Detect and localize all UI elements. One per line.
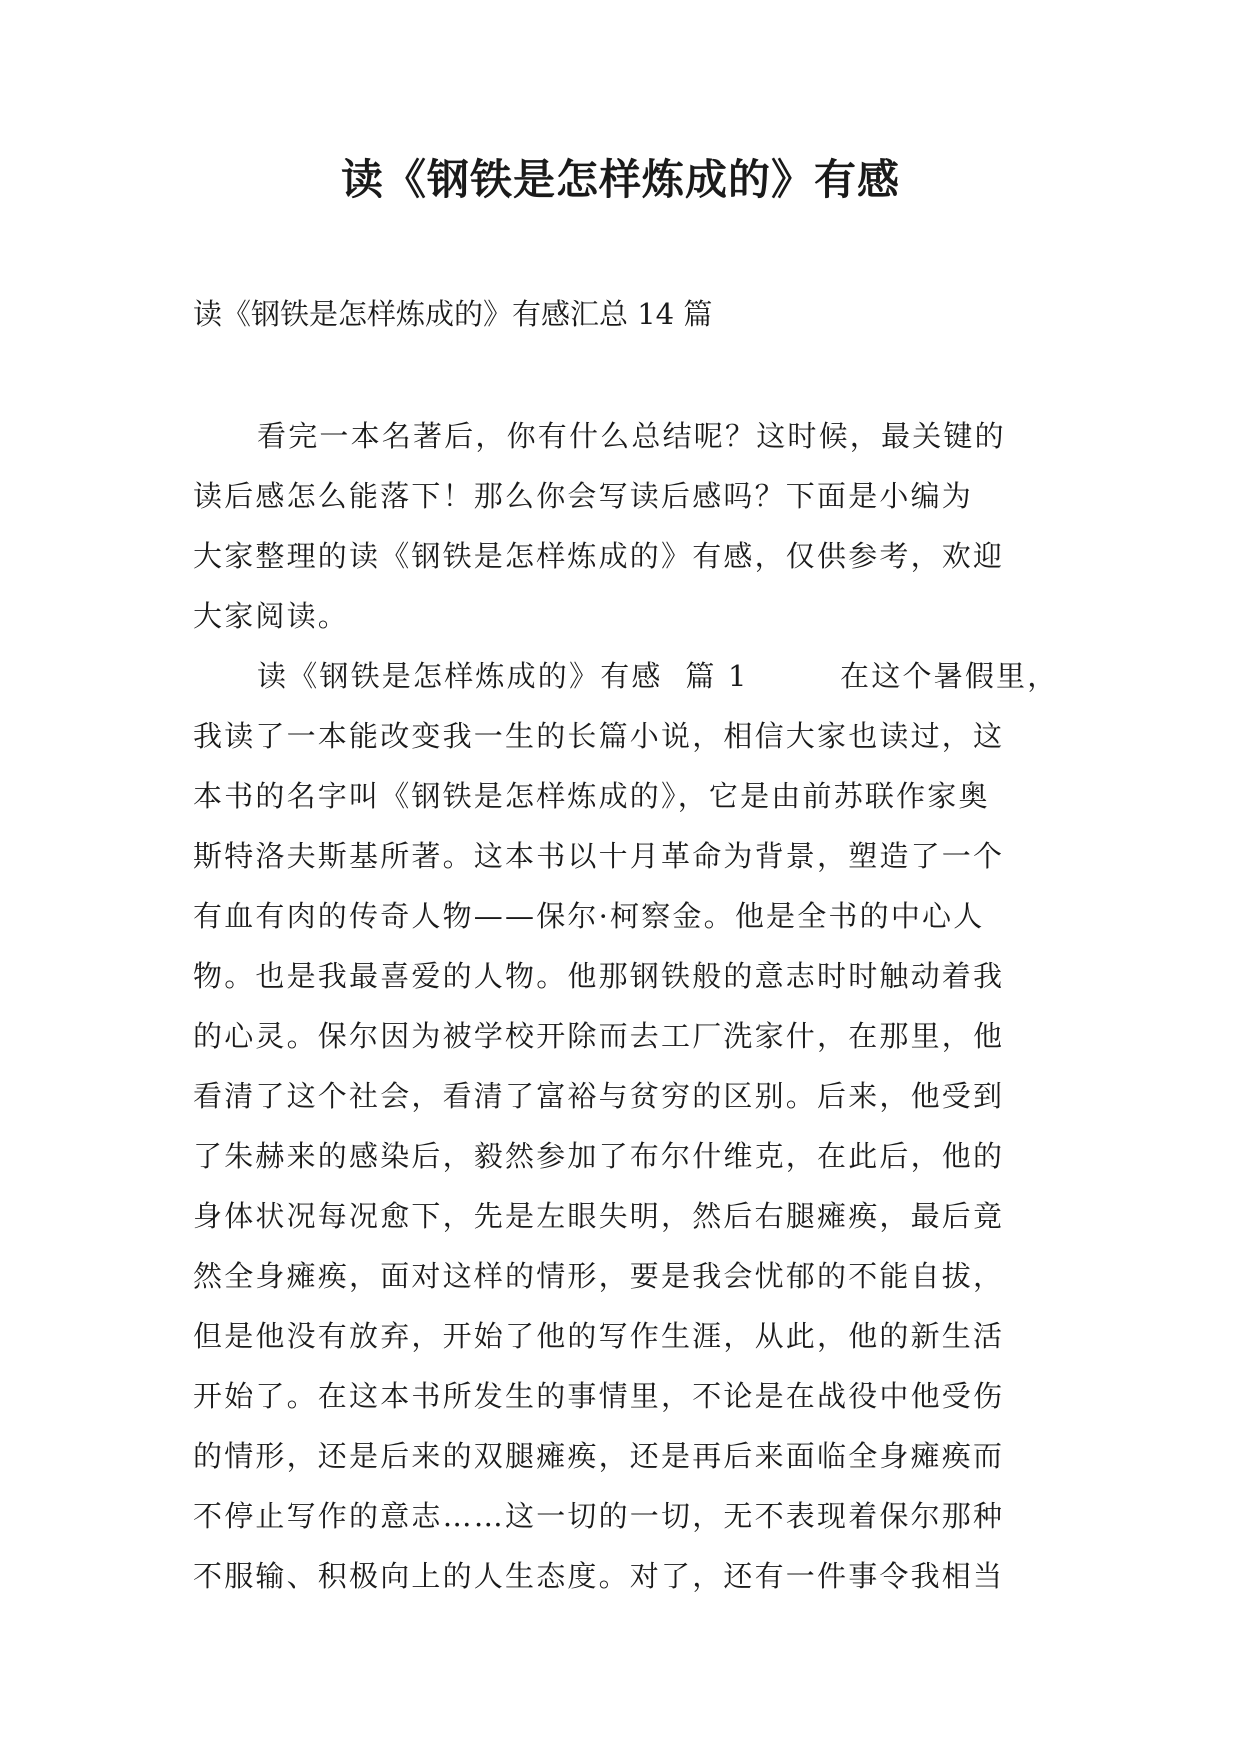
- body-line: 不服输、积极向上的人生态度。对了，还有一件事令我相当: [193, 1559, 1005, 1593]
- body-line: 我读了一本能改变我一生的长篇小说，相信大家也读过，这: [193, 719, 1005, 753]
- body-line: 本书的名字叫《钢铁是怎样炼成的》，它是由前苏联作家奥: [193, 779, 990, 813]
- body-line: 看完一本名著后，你有什么总结呢？这时候，最关键的: [257, 419, 1006, 453]
- body-line: 有血有肉的传奇人物——保尔·柯察金。他是全书的中心人: [193, 899, 985, 933]
- document-title: 读《钢铁是怎样炼成的》有感: [340, 155, 900, 204]
- body-line: 然全身瘫痪，面对这样的情形，要是我会忧郁的不能自拔，: [193, 1259, 1005, 1293]
- body-line: 了朱赫来的感染后，毅然参加了布尔什维克，在此后，他的: [193, 1139, 1005, 1173]
- body-line: 大家阅读。: [193, 599, 350, 633]
- body-line: 读后感怎么能落下！那么你会写读后感吗？下面是小编为: [193, 479, 974, 513]
- body-line: 物。也是我最喜爱的人物。他那钢铁般的意志时时触动着我: [193, 959, 1005, 993]
- body-line: 的心灵。保尔因为被学校开除而去工厂洗家什，在那里，他: [193, 1019, 1005, 1053]
- body-line: 但是他没有放弃，开始了他的写作生涯，从此，他的新生活: [193, 1319, 1005, 1353]
- body-line: 的情形，还是后来的双腿瘫痪，还是再后来面临全身瘫痪而: [193, 1439, 1005, 1473]
- body-line: 身体状况每况愈下，先是左眼失明，然后右腿瘫痪，最后竟: [193, 1199, 1005, 1233]
- body-line: 不停止写作的意志……这一切的一切，无不表现着保尔那种: [193, 1499, 1005, 1533]
- document-body: [193, 406, 1073, 1606]
- body-line: 大家整理的读《钢铁是怎样炼成的》有感，仅供参考，欢迎: [193, 539, 1005, 573]
- body-line: 读《钢铁是怎样炼成的》有感 篇 1 在这个暑假里，: [257, 659, 1059, 693]
- body-line: 看清了这个社会，看清了富裕与贫穷的区别。后来，他受到: [193, 1079, 1005, 1113]
- document-subtitle: 读《钢铁是怎样炼成的》有感汇总 14 篇: [193, 297, 713, 331]
- body-line: 斯特洛夫斯基所著。这本书以十月革命为背景，塑造了一个: [193, 839, 1005, 873]
- body-line: 开始了。在这本书所发生的事情里，不论是在战役中他受伤: [193, 1379, 1005, 1413]
